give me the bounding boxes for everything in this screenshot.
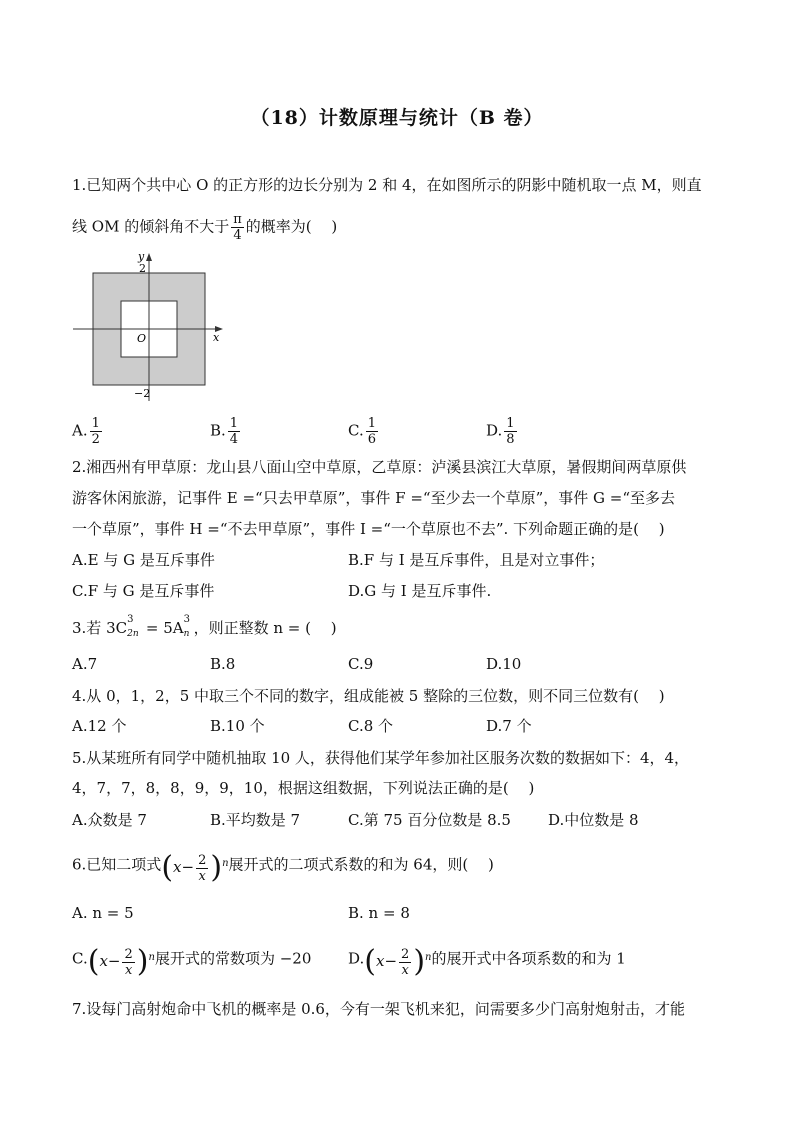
q1-option-a[interactable]	[72, 416, 104, 447]
q3-pre: 3.若 3C	[72, 619, 128, 637]
q2-option-c[interactable]: C.F 与 G 是互斥事件	[72, 582, 215, 600]
q4-option-a[interactable]: A.12 个	[72, 717, 127, 735]
q1-option-b[interactable]	[210, 416, 242, 447]
q5-option-d[interactable]: D.中位数是 8	[548, 811, 639, 829]
q6-binom-den: x	[198, 868, 206, 884]
q2-line1: 2.湘西州有甲草原：龙山县八面山空中草原，乙草原：泸溪县滨江大草原，暑假期间两草原供	[72, 458, 687, 476]
q6-option-d-text: 的展开式中各项系数的和为 1	[431, 949, 626, 968]
q3-post: ，则正整数 n = ( )	[193, 619, 337, 637]
q2-line2: 游客休闲旅游，记事件 E =“只去甲草原”，事件 F =“至少去一个草原”，事件 G =“至多去	[72, 489, 675, 507]
q1-fraction	[231, 212, 244, 243]
tick-label-top: 2	[139, 262, 146, 275]
q1-option-c[interactable]	[348, 416, 380, 447]
q3-c-scripts	[127, 614, 141, 639]
q1-option-c-den: 6	[367, 432, 376, 447]
q1-option-c-num: 1	[367, 416, 376, 431]
q6-option-d[interactable]	[348, 940, 626, 979]
q1-option-d-den: 8	[506, 432, 515, 447]
x-axis-label: x	[213, 331, 220, 344]
q3-a-scripts	[183, 614, 194, 639]
q6-binom-num: 2	[198, 852, 207, 868]
q6d-binom-frac	[399, 947, 411, 978]
q6d-binom-den: x	[401, 962, 409, 978]
q3-stem	[72, 614, 337, 639]
y-arrow-icon	[146, 253, 152, 261]
q6-binom-exp: n	[222, 858, 229, 869]
q5-option-c[interactable]: C.第 75 百分位数是 8.5	[348, 811, 511, 829]
page-title: （18）计数原理与统计（B 卷）	[250, 107, 544, 129]
q1-option-a-label: A.	[72, 421, 88, 440]
q4-option-b[interactable]: B.10 个	[210, 717, 265, 735]
q3-c-sup: 3	[127, 614, 134, 625]
y-axis-label: y	[138, 250, 145, 263]
q5-line1: 5.从某班所有同学中随机抽取 10 人，获得他们某学年参加社区服务次数的数据如下：4，4，	[72, 749, 690, 767]
q6-option-c[interactable]	[72, 940, 311, 979]
q6d-binom-x: x	[375, 952, 385, 970]
q6c-binom-frac	[122, 947, 134, 978]
q6c-binom-minus: −	[107, 952, 121, 970]
q6-option-c-text: 展开式的常数项为 −20	[154, 949, 312, 968]
q6-binom-frac	[196, 853, 208, 884]
q3-a-sup: 3	[183, 614, 190, 625]
q1-figure	[68, 245, 228, 405]
left-paren-icon: (	[87, 944, 100, 979]
q1-line1: 1.已知两个共中心 O 的正方形的边长分别为 2 和 4，在如图所示的阴影中随机取一点 M，则直	[72, 176, 702, 194]
q1-option-c-label: C.	[348, 421, 364, 440]
right-paren-icon: )	[210, 850, 223, 885]
q4-option-c[interactable]: C.8 个	[348, 717, 394, 735]
q2-option-d[interactable]: D.G 与 I 是互斥事件.	[348, 582, 492, 600]
q5-line2: 4，7，7，8，8，9，9，10，根据这组数据，下列说法正确的是( )	[72, 779, 535, 797]
q6-option-d-label: D.	[348, 949, 365, 968]
q1-option-b-den: 4	[229, 432, 239, 447]
q1-option-d[interactable]	[486, 416, 519, 447]
q2-line3: 一个草原”，事件 H =“不去甲草原”，事件 I =“一个草原也不去”. 下列命题正确的是( )	[72, 520, 665, 538]
q3-mid: = 5A	[141, 619, 184, 637]
q6-binomial	[161, 846, 228, 885]
q3-option-c[interactable]: C.9	[348, 655, 374, 673]
origin-label: O	[137, 332, 147, 345]
left-paren-icon: (	[364, 944, 376, 979]
q6-stem	[72, 846, 494, 886]
q3-option-b[interactable]: B.8	[210, 655, 236, 673]
q6d-binom-num: 2	[401, 946, 410, 962]
q6-binom-x: x	[173, 858, 182, 876]
right-paren-icon: )	[136, 944, 149, 979]
q6-post: 展开式的二项式系数的和为 64，则( )	[228, 855, 494, 874]
q4-option-d[interactable]: D.7 个	[486, 717, 532, 735]
q3-a-sub: n	[183, 629, 190, 639]
q3-option-a[interactable]: A.7	[72, 655, 98, 673]
right-paren-icon: )	[413, 944, 426, 979]
q5-option-a[interactable]: A.众数是 7	[72, 811, 147, 829]
q6d-binom-minus: −	[384, 952, 398, 970]
q1-option-b-frac	[228, 416, 240, 447]
q1-frac-den: 4	[233, 228, 242, 243]
q6c-binom-x: x	[99, 952, 108, 970]
left-paren-icon: (	[161, 850, 174, 885]
q6-option-d-binomial	[364, 940, 431, 979]
q1-option-a-frac	[90, 416, 102, 447]
q6-option-a[interactable]: A. n = 5	[72, 904, 134, 922]
q1-line2	[72, 212, 337, 243]
q1-option-d-frac	[504, 416, 516, 447]
q7-line1: 7.设每门高射炮命中飞机的概率是 0.6，今有一架飞机来犯，问需要多少门高射炮射击，才能	[72, 1000, 685, 1018]
q6-pre: 6.已知二项式	[72, 855, 162, 874]
q3-option-d[interactable]: D.10	[486, 655, 522, 673]
q1-option-a-den: 2	[91, 432, 100, 447]
q3-c-sub: 2n	[127, 629, 139, 639]
q1-option-a-num: 1	[91, 416, 100, 431]
q6-option-c-binomial	[88, 940, 155, 979]
q6c-binom-exp: n	[148, 952, 155, 963]
q1-option-c-frac	[366, 416, 378, 447]
q1-line2-pre: 线 OM 的倾斜角不大于	[72, 217, 230, 236]
q6d-binom-exp: n	[425, 952, 432, 963]
q2-option-b[interactable]: B.F 与 I 是互斥事件，且是对立事件；	[348, 551, 605, 569]
q6c-binom-den: x	[124, 962, 133, 978]
q2-option-a[interactable]: A.E 与 G 是互斥事件	[72, 551, 215, 569]
q1-line2-post: 的概率为( )	[245, 217, 338, 236]
q1-option-b-label: B.	[210, 421, 226, 440]
q6-binom-minus: −	[181, 858, 195, 876]
q1-option-d-num: 1	[506, 416, 515, 431]
q6-option-c-label: C.	[72, 949, 88, 968]
tick-label-bottom: −2	[134, 387, 151, 400]
q5-option-b[interactable]: B.平均数是 7	[210, 811, 301, 829]
q1-option-b-num: 1	[229, 416, 239, 431]
q1-frac-num: π	[233, 212, 242, 227]
q1-option-d-label: D.	[486, 421, 503, 440]
q6c-binom-num: 2	[124, 946, 133, 962]
q6-option-b[interactable]: B. n = 8	[348, 904, 410, 922]
q4-line1: 4.从 0，1，2，5 中取三个不同的数字，组成能被 5 整除的三位数，则不同三位数有( )	[72, 687, 665, 705]
